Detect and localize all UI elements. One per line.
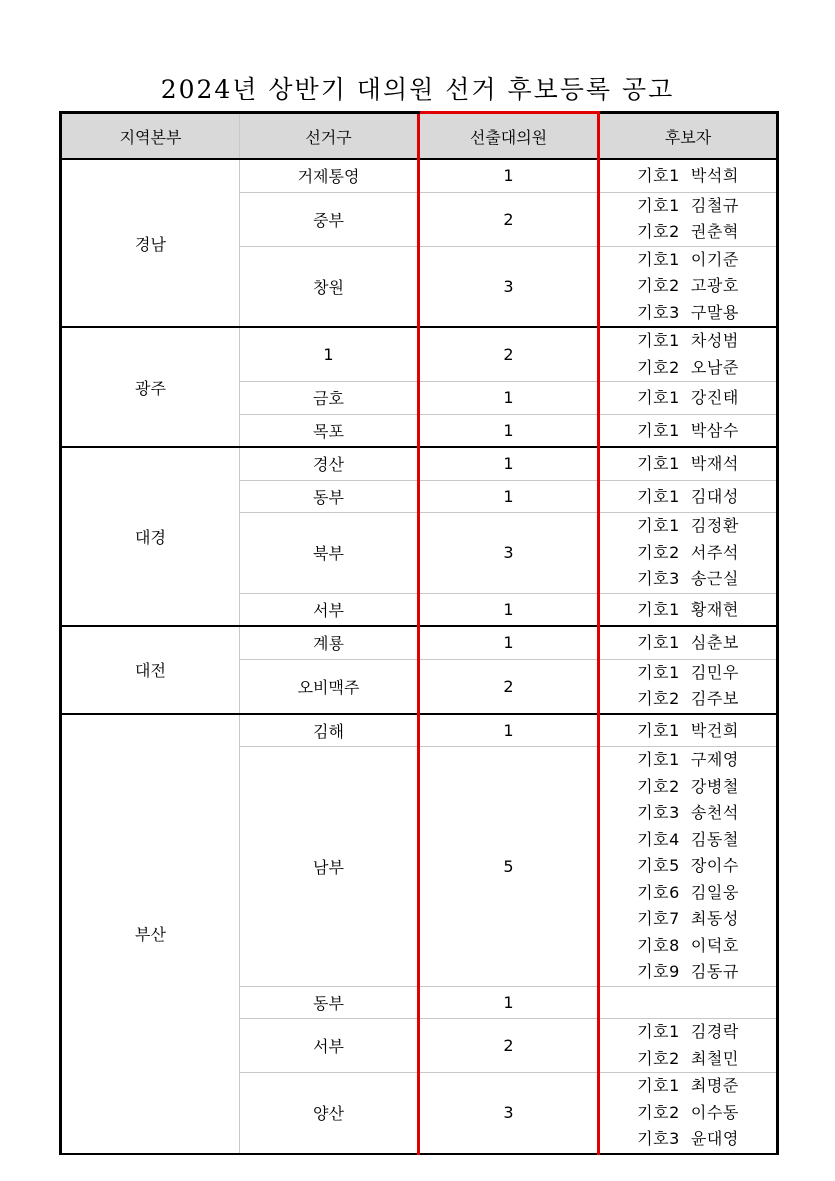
candidate-entry: 기호1 박삼수 [637, 420, 739, 440]
seats-cell: 1 [419, 480, 599, 513]
candidates-cell [599, 659, 778, 714]
header-district: 선거구 [240, 113, 419, 160]
district-cell: 1 [240, 327, 419, 382]
candidate-entry: 기호1 김철규 [637, 195, 739, 215]
candidates-cell [599, 593, 778, 626]
district-cell: 서부 [240, 1019, 419, 1073]
seats-cell: 1 [419, 714, 599, 747]
candidates-cell [599, 714, 778, 747]
candidates-cell [599, 159, 778, 192]
region-cell: 대전 [61, 626, 240, 714]
candidate-entry: 기호2 서주석 [637, 542, 739, 562]
seats-cell: 3 [419, 1073, 599, 1154]
header-region: 지역본부 [61, 113, 240, 160]
district-cell: 남부 [240, 747, 419, 987]
candidate-entry: 기호3 윤대영 [637, 1129, 739, 1148]
candidate-entry: 기호1 이기준 [637, 249, 739, 269]
candidate-entry: 기호5 장이수 [637, 856, 739, 875]
page-title: 2024년 상반기 대의원 선거 후보등록 공고 [160, 75, 675, 104]
seats-cell: 3 [419, 246, 599, 327]
region-cell: 부산 [61, 714, 240, 1154]
candidates-cell [599, 1019, 778, 1073]
seats-cell: 2 [419, 1019, 599, 1073]
seats-cell: 1 [419, 414, 599, 447]
seats-cell: 1 [419, 447, 599, 480]
seats-cell: 1 [419, 986, 599, 1019]
seats-cell: 5 [419, 747, 599, 987]
region-cell: 대경 [61, 447, 240, 626]
region-cell: 경남 [61, 159, 240, 327]
candidate-entry: 기호2 오남준 [637, 357, 739, 377]
district-cell: 계룡 [240, 626, 419, 659]
district-cell: 목포 [240, 414, 419, 447]
candidates-cell [599, 327, 778, 382]
candidates-cell [599, 747, 778, 987]
candidates-cell [599, 246, 778, 327]
table-row [61, 327, 778, 382]
district-cell: 금호 [240, 382, 419, 415]
seats-cell: 1 [419, 382, 599, 415]
seats-cell: 1 [419, 626, 599, 659]
candidates-cell [599, 480, 778, 513]
district-cell: 거제통영 [240, 159, 419, 192]
candidate-entry: 기호1 차성범 [637, 331, 739, 350]
candidates-cell [599, 382, 778, 415]
candidate-entry: 기호6 김일웅 [637, 882, 739, 902]
candidates-cell [599, 626, 778, 659]
candidates-cell [599, 192, 778, 246]
candidate-entry: 기호8 이덕호 [637, 935, 739, 955]
candidate-entry: 기호4 김동철 [637, 829, 739, 849]
district-cell: 오비맥주 [240, 659, 419, 714]
candidate-entry: 기호3 송근실 [637, 569, 739, 588]
district-cell: 북부 [240, 513, 419, 594]
candidates-cell [599, 513, 778, 594]
district-cell: 창원 [240, 246, 419, 327]
candidate-entry: 기호1 심춘보 [637, 633, 739, 652]
candidate-entry: 기호1 김경락 [637, 1022, 739, 1041]
candidate-entry: 기호2 김주보 [637, 689, 739, 708]
candidates-cell [599, 414, 778, 447]
candidate-entry: 기호1 구제영 [637, 750, 739, 769]
seats-cell: 2 [419, 192, 599, 246]
candidate-entry: 기호1 김대성 [637, 486, 739, 506]
seats-cell: 1 [419, 593, 599, 626]
region-cell: 광주 [61, 327, 240, 447]
table-row [61, 159, 778, 192]
candidate-entry: 기호1 강진태 [637, 388, 739, 407]
seats-cell: 2 [419, 659, 599, 714]
district-cell: 경산 [240, 447, 419, 480]
candidate-entry: 기호2 최철민 [637, 1048, 739, 1068]
seats-cell: 3 [419, 513, 599, 594]
candidate-entry: 기호1 박재석 [637, 454, 739, 473]
candidate-entry: 기호1 김민우 [637, 662, 739, 682]
seats-cell: 1 [419, 159, 599, 192]
candidate-entry: 기호3 구말용 [637, 302, 739, 322]
candidates-cell [599, 447, 778, 480]
header-seats: 선출대의원 [419, 113, 599, 160]
candidate-entry: 기호1 박석희 [637, 166, 739, 185]
table-row [61, 447, 778, 480]
header-row [61, 113, 778, 160]
seats-cell: 2 [419, 327, 599, 382]
district-cell: 서부 [240, 593, 419, 626]
candidate-entry: 기호2 강병철 [637, 776, 739, 796]
candidate-entry: 기호9 김동규 [637, 962, 739, 981]
district-cell: 양산 [240, 1073, 419, 1154]
header-candidates: 후보자 [599, 113, 778, 160]
candidate-entry: 기호2 이수동 [637, 1102, 739, 1122]
district-cell: 동부 [240, 480, 419, 513]
district-cell: 김해 [240, 714, 419, 747]
district-cell: 중부 [240, 192, 419, 246]
candidates-cell [599, 1073, 778, 1154]
candidate-entry [600, 987, 776, 1019]
table-row [61, 714, 778, 747]
table-row [61, 626, 778, 659]
candidate-entry: 기호1 황재현 [637, 599, 739, 619]
district-cell: 동부 [240, 986, 419, 1019]
candidate-entry: 기호2 고광호 [637, 276, 739, 295]
candidate-entry: 기호2 권춘혁 [637, 222, 739, 241]
candidate-entry: 기호3 송천석 [637, 803, 739, 822]
candidate-entry: 기호7 최동성 [637, 909, 739, 928]
table-body [61, 159, 778, 1154]
candidate-entry: 기호1 김정환 [637, 516, 739, 535]
candidate-table [59, 111, 779, 1155]
candidate-entry: 기호1 박건희 [637, 720, 739, 740]
candidates-cell [599, 986, 778, 1019]
candidate-entry: 기호1 최명준 [637, 1076, 739, 1095]
